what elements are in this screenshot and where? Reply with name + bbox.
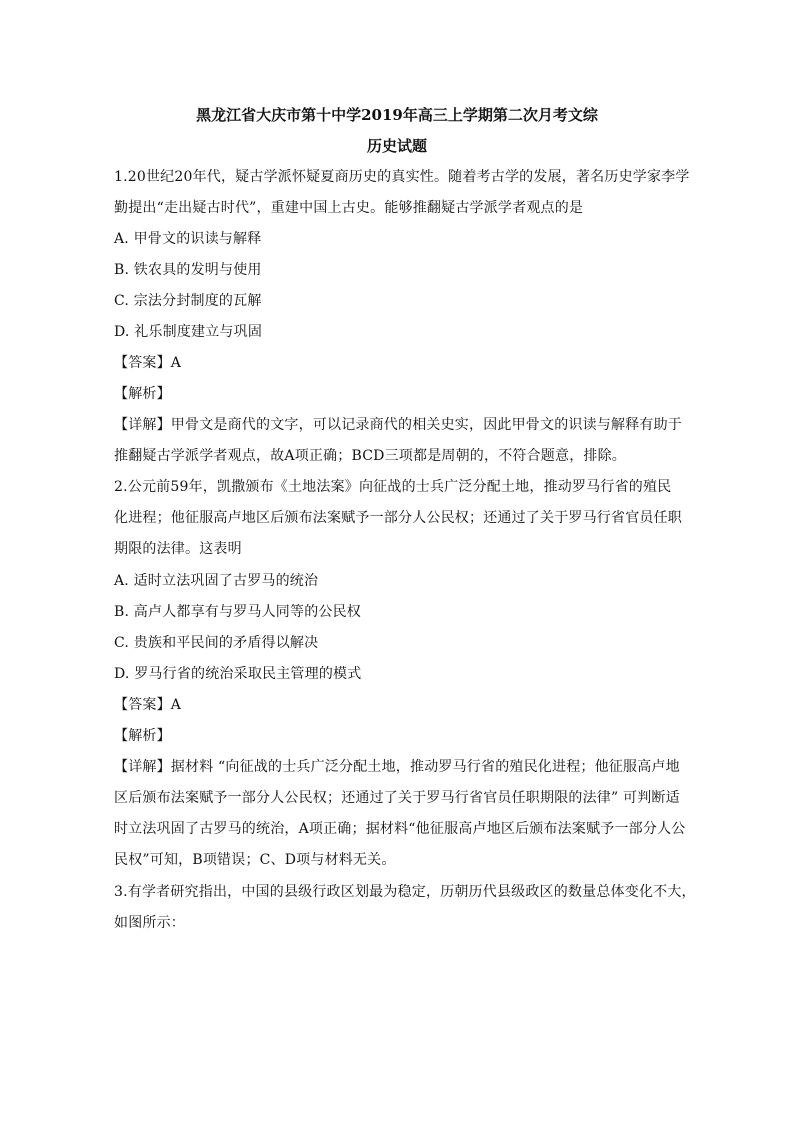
q1-option-b: B. 铁农具的发明与使用	[114, 262, 262, 278]
q2-option-c: C. 贵族和平民间的矛盾得以解决	[114, 635, 319, 651]
q1-stem-line-2: 勤提出“走出疑古时代”，重建中国上古史。能够推翻疑古学派学者观点的是	[114, 200, 584, 216]
q2-analysis-label: 【解析】	[114, 728, 171, 744]
q3-stem-line-2: 如图所示：	[114, 915, 185, 931]
q1-option-c: C. 宗法分封制度的瓦解	[114, 293, 262, 309]
document-title: 黑龙江省大庆市第十中学2019年高三上学期第二次月考文综	[196, 106, 598, 124]
q1-answer: 【答案】A	[114, 355, 182, 371]
q1-option-d: D. 礼乐制度建立与巩固	[114, 324, 263, 340]
q2-detail-line-2: 区后颁布法案赋予一部分人公民权；还通过了关于罗马行省官员任职期限的法律” 可判断适	[114, 790, 680, 806]
q1-analysis-label: 【解析】	[114, 386, 171, 402]
q2-detail-line-4: 民权”可知，B项错误；C、D项与材料无关。	[114, 852, 396, 868]
q1-detail-line-1: 【详解】甲骨文是商代的文字，可以记录商代的相关史实，因此甲骨文的识读与解释有助于	[114, 417, 682, 433]
q2-option-d: D. 罗马行省的统治采取民主管理的模式	[114, 666, 362, 682]
q1-option-a: A. 甲骨文的识读与解释	[114, 231, 262, 247]
q2-detail-line-3: 时立法巩固了古罗马的统治，A项正确；据材料“他征服高卢地区后颁布法案赋予一部分人公	[114, 821, 686, 837]
q2-option-a: A. 适时立法巩固了古罗马的统治	[114, 573, 319, 589]
q2-detail-line-1: 【详解】据材料 “向征战的士兵广泛分配土地，推动罗马行省的殖民化进程；他征服高卢地	[114, 759, 680, 775]
q1-detail-line-2: 推翻疑古学派学者观点，故A项正确；BCD三项都是周朝的，不符合题意，排除。	[114, 448, 626, 464]
q3-stem-line-1: 3.有学者研究指出，中国的县级行政区划最为稳定，历朝历代县级政区的数量总体变化不大，	[114, 884, 696, 900]
q2-stem-line-1: 2.公元前59年，凯撒颁布《土地法案》向征战的士兵广泛分配土地，推动罗马行省的殖民	[114, 479, 672, 495]
q2-option-b: B. 高卢人都享有与罗马人同等的公民权	[114, 604, 361, 620]
q2-answer: 【答案】A	[114, 697, 182, 713]
document-subtitle: 历史试题	[366, 137, 427, 155]
q1-stem-line-1: 1.20世纪20年代，疑古学派怀疑夏商历史的真实性。随着考古学的发展，著名历史学家李学	[114, 169, 690, 185]
q2-stem-line-3: 期限的法律。这表明	[114, 541, 242, 557]
q2-stem-line-2: 化进程；他征服高卢地区后颁布法案赋予一部分人公民权；还通过了关于罗马行省官员任职	[114, 510, 682, 526]
